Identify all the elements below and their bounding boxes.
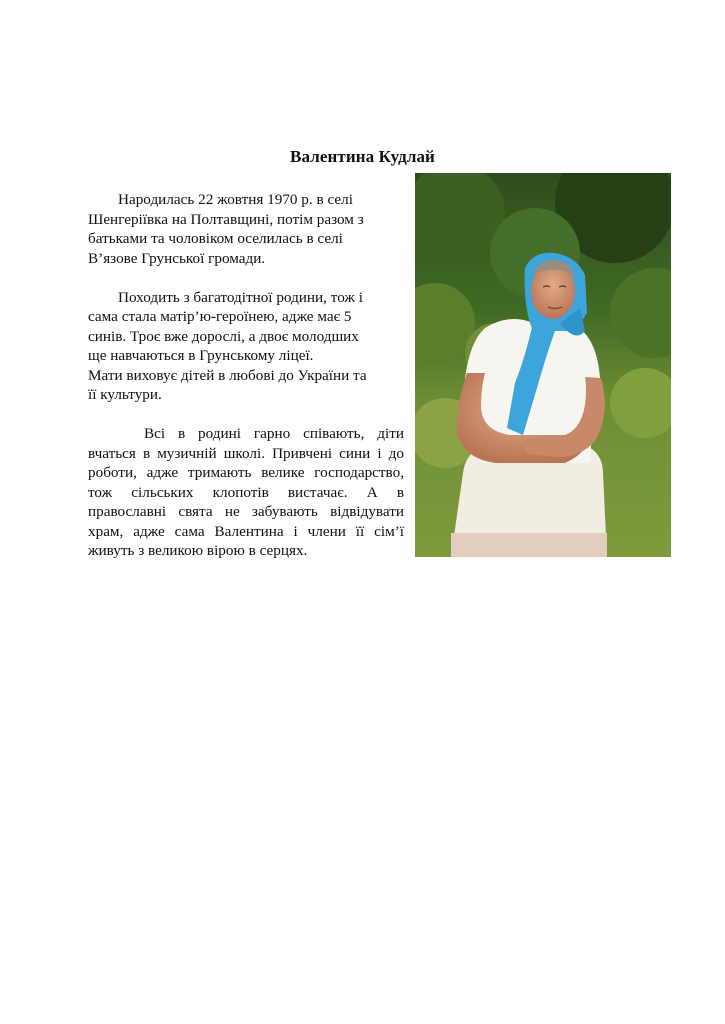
text-line: Походить з багатодітної родини, тож і (118, 288, 363, 306)
text-line: батьками та чоловіком оселилась в селі (88, 230, 343, 247)
text-line: Шенгеріївка на Полтавщині, потім разом з (88, 210, 364, 228)
paragraph-birth (88, 190, 404, 268)
text-line: Народилась 22 жовтня 1970 р. в селі (118, 191, 353, 208)
biography-text (88, 190, 404, 561)
text-line: ще навчаються в Грунському ліцеї. (88, 347, 314, 364)
paragraph-music: Всі в родині гарно співають, діти вчаться в музичній школі. Привчені сини і до роботи, адже тримають велике господарство, тож сільських клопотів вистачає. А в православні свята не забувають відвідувати храм, адже сама Валентина і члени її сім’ї живуть з великою вірою в серцях. (88, 425, 404, 559)
text-line: сама стала матір’ю-героїнею, адже має 5 (88, 308, 352, 325)
text-line: синів. Троє вже дорослі, а двоє молодших (88, 327, 359, 345)
text-line: її культури. (88, 386, 162, 403)
text-line: В’язове Грунської громади. (88, 249, 266, 267)
portrait-photo (415, 173, 671, 557)
text-line: Мати виховує дітей в любові до України та (88, 366, 367, 384)
page-title: Валентина Кудлай (290, 147, 435, 166)
paragraph-family (88, 288, 404, 405)
